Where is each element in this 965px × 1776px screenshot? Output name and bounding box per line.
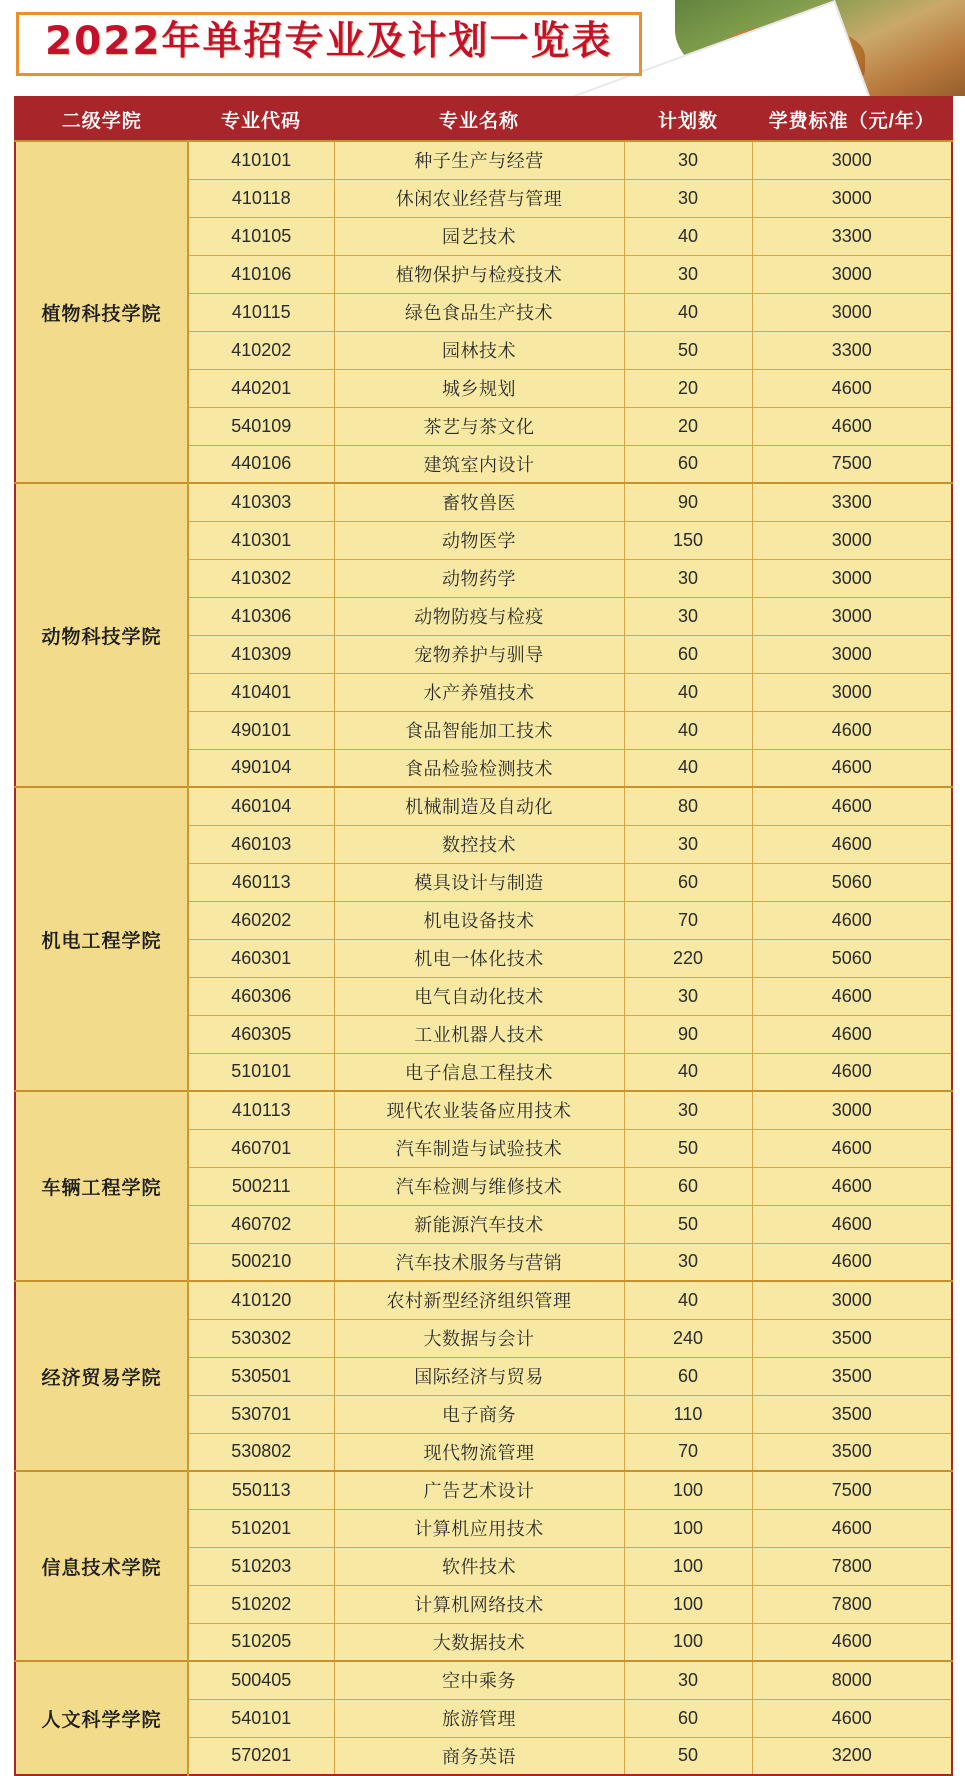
tuition-cell: 4600 — [752, 1699, 952, 1737]
table-row — [15, 1281, 952, 1319]
column-header-major-code: 专业代码 — [188, 97, 334, 141]
major-code-cell: 460104 — [188, 787, 334, 825]
tuition-cell: 3500 — [752, 1319, 952, 1357]
major-name-cell: 畜牧兽医 — [334, 483, 624, 521]
major-name-cell: 食品智能加工技术 — [334, 711, 624, 749]
major-code-cell: 410301 — [188, 521, 334, 559]
major-code-cell: 540109 — [188, 407, 334, 445]
major-name-cell: 电子商务 — [334, 1395, 624, 1433]
major-code-cell: 570201 — [188, 1737, 334, 1775]
tuition-cell: 3500 — [752, 1433, 952, 1471]
college-cell: 植物科技学院 — [15, 141, 188, 483]
tuition-cell: 3200 — [752, 1737, 952, 1775]
major-name-cell: 动物防疫与检疫 — [334, 597, 624, 635]
major-name-cell: 商务英语 — [334, 1737, 624, 1775]
plan-count-cell: 50 — [624, 1205, 752, 1243]
major-name-cell: 计算机应用技术 — [334, 1509, 624, 1547]
major-code-cell: 510205 — [188, 1623, 334, 1661]
major-name-cell: 计算机网络技术 — [334, 1585, 624, 1623]
major-code-cell: 490104 — [188, 749, 334, 787]
plan-count-cell: 40 — [624, 673, 752, 711]
plan-count-cell: 40 — [624, 749, 752, 787]
major-name-cell: 汽车技术服务与营销 — [334, 1243, 624, 1281]
header-banner — [0, 0, 965, 96]
tuition-cell: 3000 — [752, 597, 952, 635]
table-header — [15, 97, 952, 141]
major-code-cell: 410120 — [188, 1281, 334, 1319]
major-name-cell: 汽车制造与试验技术 — [334, 1129, 624, 1167]
tuition-cell: 3500 — [752, 1395, 952, 1433]
tuition-cell: 3000 — [752, 293, 952, 331]
major-code-cell: 460202 — [188, 901, 334, 939]
major-name-cell: 现代物流管理 — [334, 1433, 624, 1471]
page-title: 2022年单招专业及计划一览表 — [45, 19, 613, 64]
major-name-cell: 旅游管理 — [334, 1699, 624, 1737]
major-code-cell: 440106 — [188, 445, 334, 483]
plan-count-cell: 100 — [624, 1509, 752, 1547]
major-name-cell: 大数据与会计 — [334, 1319, 624, 1357]
plan-count-cell: 40 — [624, 293, 752, 331]
plan-count-cell: 30 — [624, 559, 752, 597]
tuition-cell: 7800 — [752, 1547, 952, 1585]
tuition-cell: 4600 — [752, 711, 952, 749]
major-code-cell: 510201 — [188, 1509, 334, 1547]
tuition-cell: 4600 — [752, 407, 952, 445]
tuition-cell: 7800 — [752, 1585, 952, 1623]
plan-count-cell: 30 — [624, 1091, 752, 1129]
plan-count-cell: 70 — [624, 901, 752, 939]
table-row — [15, 1471, 952, 1509]
plan-count-cell: 30 — [624, 1661, 752, 1699]
major-code-cell: 410309 — [188, 635, 334, 673]
major-name-cell: 现代农业装备应用技术 — [334, 1091, 624, 1129]
tuition-cell: 4600 — [752, 1015, 952, 1053]
major-code-cell: 500405 — [188, 1661, 334, 1699]
plan-count-cell: 30 — [624, 825, 752, 863]
major-code-cell: 410105 — [188, 217, 334, 255]
major-name-cell: 休闲农业经营与管理 — [334, 179, 624, 217]
tuition-cell: 4600 — [752, 901, 952, 939]
major-code-cell: 460301 — [188, 939, 334, 977]
plan-count-cell: 110 — [624, 1395, 752, 1433]
major-code-cell: 410118 — [188, 179, 334, 217]
major-code-cell: 530802 — [188, 1433, 334, 1471]
major-name-cell: 动物医学 — [334, 521, 624, 559]
plan-count-cell: 50 — [624, 1737, 752, 1775]
major-name-cell: 水产养殖技术 — [334, 673, 624, 711]
major-code-cell: 460305 — [188, 1015, 334, 1053]
tuition-cell: 3000 — [752, 521, 952, 559]
column-header-college: 二级学院 — [15, 97, 188, 141]
table-body — [15, 141, 952, 1775]
major-name-cell: 城乡规划 — [334, 369, 624, 407]
plan-count-cell: 100 — [624, 1471, 752, 1509]
tuition-cell: 3300 — [752, 217, 952, 255]
major-name-cell: 园林技术 — [334, 331, 624, 369]
major-code-cell: 410401 — [188, 673, 334, 711]
major-name-cell: 园艺技术 — [334, 217, 624, 255]
major-name-cell: 国际经济与贸易 — [334, 1357, 624, 1395]
plan-count-cell: 220 — [624, 939, 752, 977]
tuition-cell: 4600 — [752, 1167, 952, 1205]
column-header-plan-count: 计划数 — [624, 97, 752, 141]
tuition-cell: 3000 — [752, 141, 952, 179]
tuition-cell: 3300 — [752, 331, 952, 369]
college-cell: 车辆工程学院 — [15, 1091, 188, 1281]
table-row — [15, 1091, 952, 1129]
major-code-cell: 410106 — [188, 255, 334, 293]
table-row — [15, 787, 952, 825]
major-code-cell: 510202 — [188, 1585, 334, 1623]
major-code-cell: 410303 — [188, 483, 334, 521]
major-code-cell: 500211 — [188, 1167, 334, 1205]
major-code-cell: 530701 — [188, 1395, 334, 1433]
tuition-cell: 4600 — [752, 749, 952, 787]
tuition-cell: 4600 — [752, 1205, 952, 1243]
major-code-cell: 460701 — [188, 1129, 334, 1167]
major-name-cell: 机械制造及自动化 — [334, 787, 624, 825]
major-name-cell: 机电一体化技术 — [334, 939, 624, 977]
major-code-cell: 510101 — [188, 1053, 334, 1091]
tuition-cell: 3000 — [752, 635, 952, 673]
plan-count-cell: 40 — [624, 711, 752, 749]
tuition-cell: 3000 — [752, 559, 952, 597]
tuition-cell: 5060 — [752, 863, 952, 901]
plan-count-cell: 70 — [624, 1433, 752, 1471]
tuition-cell: 3000 — [752, 255, 952, 293]
major-name-cell: 食品检验检测技术 — [334, 749, 624, 787]
college-cell: 动物科技学院 — [15, 483, 188, 787]
major-name-cell: 汽车检测与维修技术 — [334, 1167, 624, 1205]
tuition-cell: 3000 — [752, 1091, 952, 1129]
plan-count-cell: 30 — [624, 977, 752, 1015]
major-code-cell: 460113 — [188, 863, 334, 901]
table-container — [0, 96, 965, 1776]
majors-plan-table — [14, 96, 953, 1776]
plan-count-cell: 20 — [624, 407, 752, 445]
major-code-cell: 460702 — [188, 1205, 334, 1243]
tuition-cell: 4600 — [752, 1243, 952, 1281]
tuition-cell: 3000 — [752, 179, 952, 217]
plan-count-cell: 60 — [624, 1167, 752, 1205]
major-name-cell: 工业机器人技术 — [334, 1015, 624, 1053]
plan-count-cell: 50 — [624, 1129, 752, 1167]
major-code-cell: 460103 — [188, 825, 334, 863]
major-name-cell: 茶艺与茶文化 — [334, 407, 624, 445]
major-name-cell: 动物药学 — [334, 559, 624, 597]
major-code-cell: 550113 — [188, 1471, 334, 1509]
major-code-cell: 410113 — [188, 1091, 334, 1129]
tuition-cell: 4600 — [752, 977, 952, 1015]
plan-count-cell: 150 — [624, 521, 752, 559]
plan-count-cell: 90 — [624, 483, 752, 521]
plan-count-cell: 60 — [624, 445, 752, 483]
major-name-cell: 宠物养护与驯导 — [334, 635, 624, 673]
plan-count-cell: 80 — [624, 787, 752, 825]
tuition-cell: 7500 — [752, 1471, 952, 1509]
plan-count-cell: 100 — [624, 1547, 752, 1585]
major-name-cell: 数控技术 — [334, 825, 624, 863]
table-row — [15, 483, 952, 521]
plan-count-cell: 30 — [624, 255, 752, 293]
major-name-cell: 建筑室内设计 — [334, 445, 624, 483]
plan-count-cell: 100 — [624, 1585, 752, 1623]
major-name-cell: 大数据技术 — [334, 1623, 624, 1661]
table-header-row — [15, 97, 952, 141]
major-code-cell: 410302 — [188, 559, 334, 597]
plan-count-cell: 30 — [624, 1243, 752, 1281]
tuition-cell: 4600 — [752, 1129, 952, 1167]
tuition-cell: 8000 — [752, 1661, 952, 1699]
major-code-cell: 410306 — [188, 597, 334, 635]
major-code-cell: 440201 — [188, 369, 334, 407]
tuition-cell: 4600 — [752, 1509, 952, 1547]
major-name-cell: 植物保护与检疫技术 — [334, 255, 624, 293]
major-name-cell: 农村新型经济组织管理 — [334, 1281, 624, 1319]
plan-count-cell: 40 — [624, 217, 752, 255]
plan-count-cell: 240 — [624, 1319, 752, 1357]
plan-count-cell: 60 — [624, 1357, 752, 1395]
tuition-cell: 3000 — [752, 1281, 952, 1319]
major-code-cell: 410101 — [188, 141, 334, 179]
major-code-cell: 530302 — [188, 1319, 334, 1357]
tuition-cell: 4600 — [752, 825, 952, 863]
tuition-cell: 4600 — [752, 369, 952, 407]
major-name-cell: 新能源汽车技术 — [334, 1205, 624, 1243]
major-name-cell: 电气自动化技术 — [334, 977, 624, 1015]
plan-count-cell: 50 — [624, 331, 752, 369]
major-name-cell: 模具设计与制造 — [334, 863, 624, 901]
plan-count-cell: 30 — [624, 141, 752, 179]
page-title-box — [16, 12, 642, 76]
major-code-cell: 410202 — [188, 331, 334, 369]
plan-count-cell: 40 — [624, 1053, 752, 1091]
plan-count-cell: 20 — [624, 369, 752, 407]
major-name-cell: 电子信息工程技术 — [334, 1053, 624, 1091]
plan-count-cell: 30 — [624, 597, 752, 635]
major-name-cell: 广告艺术设计 — [334, 1471, 624, 1509]
plan-count-cell: 60 — [624, 1699, 752, 1737]
college-cell: 机电工程学院 — [15, 787, 188, 1091]
table-row — [15, 141, 952, 179]
plan-count-cell: 30 — [624, 179, 752, 217]
plan-count-cell: 90 — [624, 1015, 752, 1053]
major-name-cell: 空中乘务 — [334, 1661, 624, 1699]
college-cell: 经济贸易学院 — [15, 1281, 188, 1471]
table-row — [15, 1661, 952, 1699]
major-code-cell: 530501 — [188, 1357, 334, 1395]
column-header-tuition: 学费标准（元/年） — [752, 97, 952, 141]
major-name-cell: 机电设备技术 — [334, 901, 624, 939]
plan-count-cell: 60 — [624, 863, 752, 901]
tuition-cell: 3500 — [752, 1357, 952, 1395]
major-name-cell: 绿色食品生产技术 — [334, 293, 624, 331]
tuition-cell: 4600 — [752, 1053, 952, 1091]
tuition-cell: 7500 — [752, 445, 952, 483]
plan-count-cell: 100 — [624, 1623, 752, 1661]
tuition-cell: 4600 — [752, 1623, 952, 1661]
major-code-cell: 410115 — [188, 293, 334, 331]
tuition-cell: 4600 — [752, 787, 952, 825]
major-code-cell: 540101 — [188, 1699, 334, 1737]
major-name-cell: 软件技术 — [334, 1547, 624, 1585]
plan-count-cell: 40 — [624, 1281, 752, 1319]
tuition-cell: 3000 — [752, 673, 952, 711]
major-name-cell: 种子生产与经营 — [334, 141, 624, 179]
column-header-major-name: 专业名称 — [334, 97, 624, 141]
tuition-cell: 5060 — [752, 939, 952, 977]
tuition-cell: 3300 — [752, 483, 952, 521]
plan-count-cell: 60 — [624, 635, 752, 673]
major-code-cell: 490101 — [188, 711, 334, 749]
major-code-cell: 460306 — [188, 977, 334, 1015]
major-code-cell: 500210 — [188, 1243, 334, 1281]
major-code-cell: 510203 — [188, 1547, 334, 1585]
college-cell: 信息技术学院 — [15, 1471, 188, 1661]
college-cell: 人文科学学院 — [15, 1661, 188, 1775]
